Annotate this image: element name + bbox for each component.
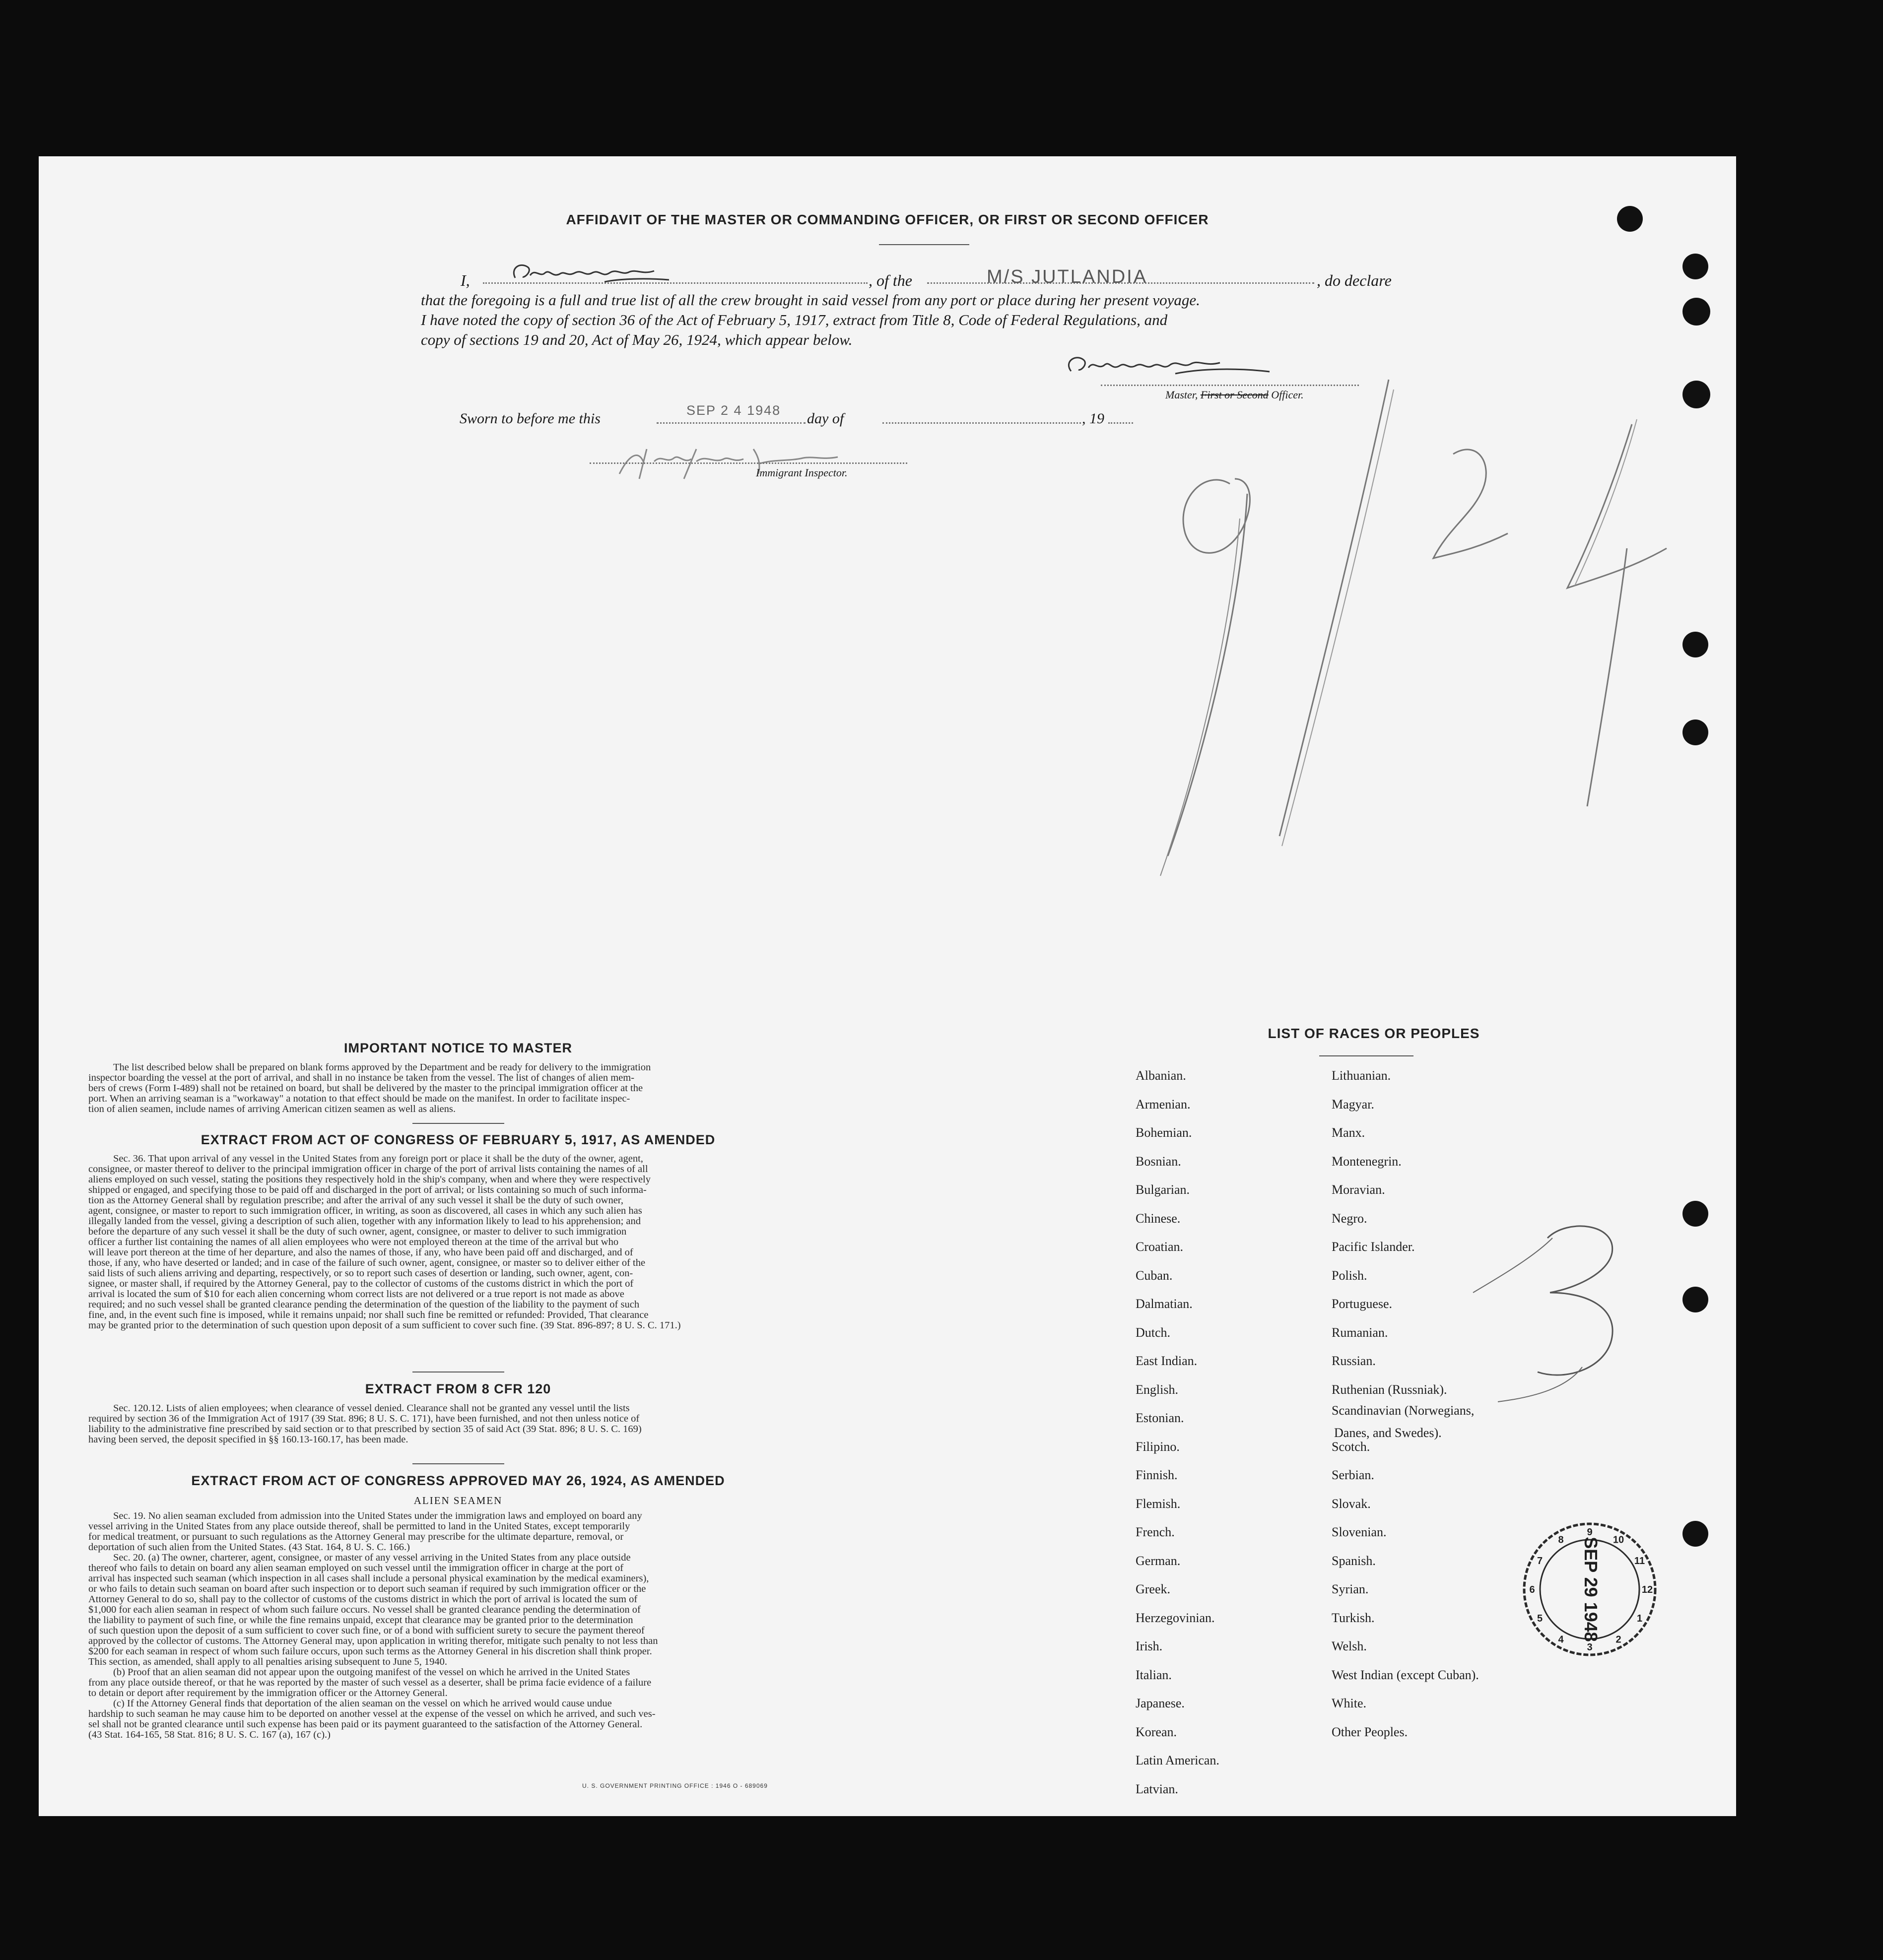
extract-1924-line: Attorney General to do so, shall pay to the collector of customs of the customs district in which the port of arrival is located the sum of (88, 1594, 638, 1605)
extract-line: will leave port thereon at the time of her departure, and also the names of those, if any, who have been paid off and discharged, and of (88, 1247, 633, 1258)
section-divider (412, 1123, 504, 1124)
extract-line: illegally landed from the vessel, giving a description of such alien, together with any information likely to lead to his apprehension; and (88, 1216, 641, 1227)
extract-line: aliens employed on such vessel, stating the positions they respectively hold in the ship's company, when and where they were respectively (88, 1174, 651, 1185)
handwritten-number-annotation (1468, 1218, 1647, 1417)
extract-1924-line: This section, as amended, shall apply to all penalties arising subsequent to June 5, 1940. (88, 1656, 448, 1667)
extract-line: shipped or engaged, and specifying those to be paid off and discharged in the port of arrival; or lists containing so much of such informa- (88, 1184, 647, 1195)
race-item: Irish. (1136, 1639, 1163, 1653)
punch-hole (1682, 298, 1710, 326)
extract-line: Sec. 36. That upon arrival of any vessel in the United States from any foreign port or place it shall be the duty of the owner, agent, (113, 1153, 643, 1164)
stamp-ring-number: 7 (1537, 1556, 1543, 1567)
inspector-label: Immigrant Inspector. (756, 466, 848, 479)
cfr-line: liability to the administrative fine prescribed by said section or to that prescribed by section 35 of said Act (39 Stat. 896; 8 U. S. C. 169) (88, 1424, 642, 1435)
notice-body (88, 1062, 828, 1114)
stamp-ring-number: 6 (1529, 1584, 1535, 1595)
race-item: German. (1136, 1553, 1181, 1568)
extract-1924-line: Sec. 20. (a) The owner, charterer, agent, consignee, or master of any vessel arriving in the United States from any place outside (113, 1552, 631, 1563)
extract-line: tion as the Attorney General shall by regulation prescribe; and after the arrival of any such vessel it shall be the duty of such owner, (88, 1195, 623, 1206)
race-item: Other Peoples. (1332, 1724, 1408, 1739)
race-item: Italian. (1136, 1667, 1172, 1682)
section-divider (412, 1463, 504, 1464)
affidavit-i-label: I, (461, 271, 470, 289)
race-item: Rumanian. (1332, 1325, 1388, 1340)
sworn-label: Sworn to before me this (460, 410, 601, 427)
race-item: Welsh. (1332, 1639, 1367, 1653)
race-item: Korean. (1136, 1724, 1177, 1739)
extract-1924-line: sel shall not be granted clearance until such expense has been paid or its payment guaranteed to the satisfaction of the Attorney General. (88, 1719, 643, 1730)
race-item: Ruthenian (Russniak). (1332, 1382, 1447, 1397)
affidavit-line-4: copy of sections 19 and 20, Act of May 26, 1924, which appear below. (421, 331, 853, 348)
race-item: Greek. (1136, 1582, 1171, 1596)
extract-line: agent, consignee, or master to report to such immigration officer, in writing, as soon as discovered, all cases in which any such alien has (88, 1205, 642, 1216)
race-item: Manx. (1332, 1125, 1365, 1140)
race-item: White. (1332, 1696, 1367, 1710)
extract-1924-line: arrival has inspected such seaman (which inspection in all cases shall include a personal physical examination by the medical examiners), (88, 1573, 649, 1584)
race-item: Slovenian. (1332, 1525, 1387, 1539)
stamp-ring-number: 11 (1634, 1556, 1645, 1567)
notice-line: The list described below shall be prepared on blank forms approved by the Department and be ready for delivery to the immigration (113, 1062, 651, 1073)
race-item: Flemish. (1136, 1496, 1181, 1511)
race-item: Dutch. (1136, 1325, 1171, 1340)
race-item: Polish. (1332, 1268, 1367, 1283)
extract-line: signee, or master shall, if required by the Attorney General, pay to the collector of customs of the customs district in which the port of (88, 1278, 634, 1289)
race-item: Negro. (1332, 1211, 1367, 1226)
extract-1924-line: for medical treatment, or pursuant to such regulations as the Attorney General may prescribe for the ultimate departure, removal, or (88, 1531, 624, 1542)
extract-1924-line: approved by the collector of customs. The Attorney General may, upon application in writing therefor, mitigate such penalty to not less than (88, 1635, 658, 1646)
stamp-ring-number: 12 (1641, 1584, 1653, 1595)
race-item: Estonian. (1136, 1411, 1184, 1425)
extract-1924-line: (b) Proof that an alien seaman did not appear upon the outgoing manifest of the vessel on which he arrived in the United States (113, 1667, 630, 1678)
extract-1924-line: vessel arriving in the United States from any place outside thereof, shall be permitted to land in the United States, except temporarily (88, 1521, 630, 1532)
notice-line: bers of crews (Form I-489) shall not be retained on board, but shall be delivered by the master to the principal immigration officer at the (88, 1083, 643, 1094)
race-item: Serbian. (1332, 1468, 1374, 1482)
master-label-struck: First or Second (1200, 389, 1269, 401)
extract-1924-line: thereof who fails to detain on board any alien seaman employed on such vessel until the immigration officer in charge at the port of (88, 1563, 624, 1573)
stamp-ring-number: 10 (1613, 1534, 1624, 1546)
race-item: English. (1136, 1382, 1178, 1397)
race-item: Latin American. (1136, 1753, 1219, 1767)
arrival-date-stamp (1520, 1520, 1659, 1659)
race-item: Armenian. (1136, 1097, 1191, 1111)
extract-1924-line: (43 Stat. 164-165, 58 Stat. 816; 8 U. S. C. 167 (a), 167 (c).) (88, 1729, 331, 1740)
extract-line: fine, and, in the event such fine is imposed, while it remains unpaid; nor shall such fine be remitted or refunded: Provided, That clearance (88, 1309, 649, 1320)
stamp-ring-number: 3 (1587, 1642, 1593, 1653)
race-item: Bosnian. (1136, 1154, 1181, 1169)
race-item: Russian. (1332, 1354, 1376, 1368)
alien-seamen-subtitle: ALIEN SEAMEN (413, 1495, 503, 1506)
stamp-ring-number: 4 (1558, 1634, 1564, 1645)
extract-line: before the departure of any such vessel it shall be the duty of such owner, agent, consignee, or master to deliver to such immigration (88, 1226, 627, 1237)
extract-1917-body (88, 1154, 828, 1331)
day-of-label: day of (807, 410, 844, 427)
stamp-ring-number: 8 (1558, 1534, 1564, 1546)
notice-line: tion of alien seamen, include names of arriving American citizen seamen as well as aliens. (88, 1104, 456, 1114)
affidavit-line-3: I have noted the copy of section 36 of the Act of February 5, 1917, extract from Title 8, Code of Federal Regulations, and (421, 311, 1168, 328)
extract-1924-line: or who fails to detain such seaman on board after such inspection or to deport such seaman if required by such immigration officer or the (88, 1583, 646, 1594)
race-item: Croatian. (1136, 1240, 1184, 1254)
cfr-line: having been served, the deposit specified in §§ 160.13-160.17, has been made. (88, 1434, 408, 1445)
race-item: Cuban. (1136, 1268, 1173, 1283)
inspector-signature-field (590, 462, 907, 464)
extract-1924-line: from any place outside thereof, or that he was reported by the master of such vessel as a deserter, shall be prima facie evidence of a failure (88, 1677, 652, 1688)
race-item: Magyar. (1332, 1097, 1374, 1111)
race-item: French. (1136, 1525, 1175, 1539)
race-item: Herzegovinian. (1136, 1610, 1215, 1625)
master-signature (505, 258, 684, 293)
stamp-ring-number: 5 (1537, 1613, 1543, 1624)
race-item: Bohemian. (1136, 1125, 1192, 1140)
punch-hole (1682, 1201, 1708, 1227)
printer-imprint: U. S. GOVERNMENT PRINTING OFFICE : 1946 O - 689069 (582, 1782, 768, 1789)
handwritten-date-annotation (1131, 370, 1726, 1015)
race-item: Latvian. (1136, 1781, 1178, 1796)
extract-1924-line: hardship to such seaman he may cause him to be deported on another vessel at the expense of the vessel on which he arrived, and such ves- (88, 1708, 656, 1719)
extract-line: officer a further list containing the names of all alien employees who were not employed thereon at the time of the arrival but who (88, 1237, 619, 1247)
extract-1924-line: $1,000 for each alien seaman in respect of whom such failure occurs. No vessel shall be granted clearance pending the determination of (88, 1604, 641, 1615)
race-item: Albanian. (1136, 1068, 1186, 1083)
extract-1917-title: EXTRACT FROM ACT OF CONGRESS OF FEBRUARY 5, 1917, AS AMENDED (201, 1132, 716, 1147)
race-item: Scotch. (1332, 1439, 1370, 1454)
sworn-day-field (657, 422, 806, 424)
race-item: Syrian. (1332, 1582, 1369, 1596)
stamp-ring-number: 1 (1636, 1613, 1643, 1624)
notice-title: IMPORTANT NOTICE TO MASTER (344, 1041, 572, 1055)
stamp-date: SEP 29 1948 (1581, 1537, 1601, 1642)
extract-1924-line: deportation of such alien from the United States. (43 Stat. 164, 8 U. S. C. 166.) (88, 1542, 410, 1553)
affidavit-title: AFFIDAVIT OF THE MASTER OR COMMANDING OFFICER, OR FIRST OR SECOND OFFICER (566, 212, 1209, 227)
extract-line: those, if any, who have deserted or landed; and in case of the failure of such owner, agent, consignee, or master so to deliver either of the (88, 1257, 646, 1268)
title-divider (879, 244, 969, 245)
race-item: Pacific Islander. (1332, 1240, 1415, 1254)
race-item: Dalmatian. (1136, 1297, 1193, 1311)
extract-1924-line: (c) If the Attorney General finds that deportation of the alien seaman on the vessel on which he arrived would cause undue (113, 1698, 612, 1709)
extract-line: consignee, or master thereof to deliver to the principal immigration officer in charge of the port of arrival lists containing the names of all (88, 1164, 648, 1175)
stamp-ring-number: 9 (1587, 1527, 1593, 1538)
race-item: Lithuanian. (1332, 1068, 1391, 1083)
punch-hole (1682, 1287, 1708, 1312)
affidavit-line-2: that the foregoing is a full and true list of all the crew brought in said vessel from any port or place during her present voyage. (421, 291, 1200, 309)
extract-1924-line: $200 for each seaman in respect of whom such failure occurs, upon such terms as the Attorney General in his discretion shall think proper. (88, 1646, 652, 1657)
notice-line: port. When an arriving seaman is a "workaway" a notation to that effect should be made on the manifest. In order to facilitate inspec- (88, 1093, 630, 1104)
notice-line: inspector boarding the vessel at the port of arrival, and shall in no instance be taken from the vessel. The list of changes of alien mem- (88, 1072, 635, 1083)
race-item: Japanese. (1136, 1696, 1185, 1710)
races-divider (1319, 1055, 1413, 1056)
race-item: West Indian (except Cuban). (1332, 1667, 1479, 1682)
race-item: Portuguese. (1332, 1297, 1393, 1311)
extract-line: required; and no such vessel shall be granted clearance pending the determination of the question of the liability to the payment of such (88, 1299, 640, 1310)
month-field (882, 422, 1081, 424)
race-item: Scandinavian (Norwegians, (1332, 1403, 1475, 1418)
race-item: Montenegrin. (1332, 1154, 1402, 1169)
extract-1924-line: the liability to payment of such fine, or while the fine remains unpaid, except that clearance may be granted prior to the determination (88, 1615, 633, 1626)
race-item: Slovak. (1332, 1496, 1371, 1511)
sworn-date-stamp: SEP 2 4 1948 (686, 403, 781, 418)
extract-1924-line: to detain or deport after requirement by the immigration officer or the Attorney General. (88, 1688, 448, 1699)
officer-label-text: Officer. (1268, 389, 1304, 401)
race-item: Filipino. (1136, 1439, 1180, 1454)
extract-line: may be granted prior to the determination of such question upon deposit of a sum sufficient to cover such fine. (39 Stat. 896-897; 8 U. S. C. 171.) (88, 1320, 681, 1331)
punch-hole (1682, 254, 1708, 279)
do-declare-label: , do declare (1317, 271, 1392, 289)
cfr-line: Sec. 120.12. Lists of alien employees; when clearance of vessel denied. Clearance shall not be granted any vessel until the lists (113, 1403, 630, 1414)
document-page (39, 156, 1736, 1816)
race-item: Spanish. (1332, 1553, 1376, 1568)
race-item: Finnish. (1136, 1468, 1178, 1482)
cfr-line: required by section 36 of the Immigration Act of 1917 (39 Stat. 896; 8 U. S. C. 171), have been furnished, and not then unless notice of (88, 1413, 640, 1424)
race-item: Turkish. (1332, 1610, 1375, 1625)
extract-line: arrival is located the sum of $10 for each alien concerning whom correct lists are not delivered or a true report is not made as above (88, 1289, 624, 1300)
year-prefix: , 19 (1082, 410, 1104, 427)
extract-cfr-title: EXTRACT FROM 8 CFR 120 (365, 1381, 551, 1396)
extract-1924-line: Sec. 19. No alien seaman excluded from admission into the United States under the immigration laws and employed on board any (113, 1510, 642, 1521)
races-title: LIST OF RACES OR PEOPLES (1268, 1026, 1480, 1041)
year-field (1108, 422, 1133, 424)
extract-line: said lists of such aliens arriving and departing, respectively, or so to report such cases of desertion or landing, such owner, agent, con- (88, 1268, 633, 1279)
race-item: Bulgarian. (1136, 1182, 1190, 1197)
race-item: East Indian. (1136, 1354, 1198, 1368)
extract-1924-title: EXTRACT FROM ACT OF CONGRESS APPROVED MAY 26, 1924, AS AMENDED (191, 1473, 725, 1488)
extract-cfr-body (88, 1403, 828, 1445)
punch-hole (1682, 1521, 1708, 1547)
race-item: Danes, and Swedes). (1334, 1426, 1442, 1440)
of-the-label: , of the (869, 271, 912, 289)
extract-1924-body (88, 1511, 828, 1740)
race-item: Moravian. (1332, 1182, 1385, 1197)
race-item: Chinese. (1136, 1211, 1181, 1226)
extract-1924-line: of such question upon the deposit of a sum sufficient to cover such fine, or of a bond with sufficient surety to secure the payment thereof (88, 1625, 645, 1636)
master-label-text: Master, (1165, 389, 1201, 401)
stamp-ring-number: 2 (1615, 1634, 1621, 1645)
vessel-name: M/S JUTLANDIA (987, 266, 1148, 287)
